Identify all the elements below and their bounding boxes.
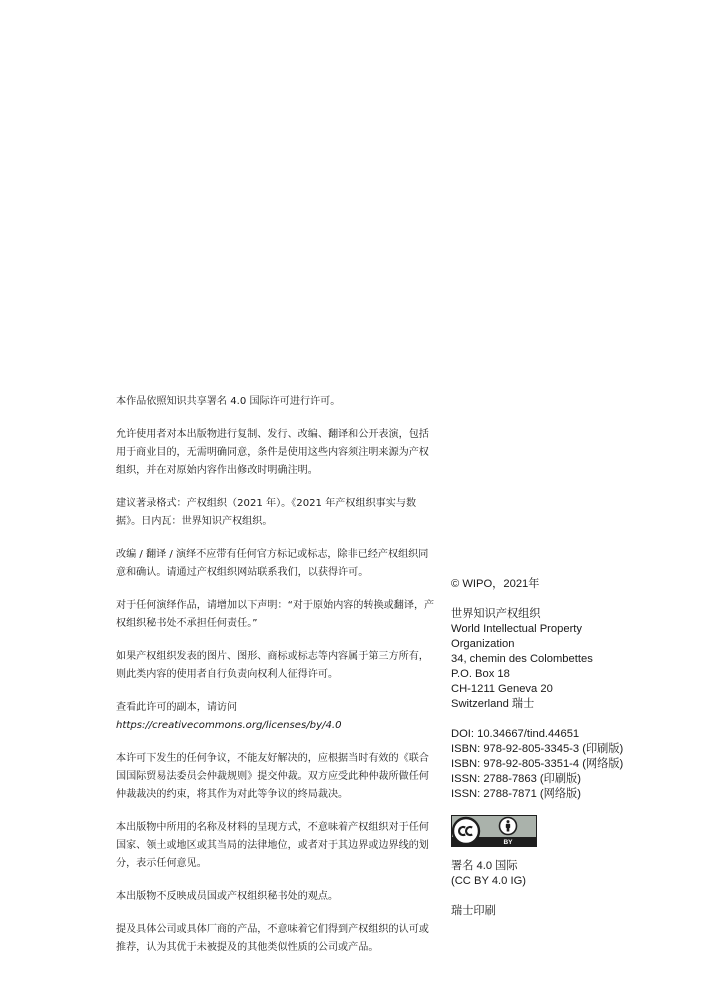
issn-online: ISSN: 2788-7871 (网络版) (451, 788, 581, 800)
cc-icon (453, 818, 479, 844)
license-url-link[interactable]: https://creativecommons.org/licenses/by/4.0 (116, 720, 342, 731)
license-code: (CC BY 4.0 IG) (451, 875, 527, 887)
cc-by-badge[interactable] (451, 815, 537, 847)
org-name-en-1: World Intellectual Property (451, 623, 582, 635)
third-party-content: 如果产权组织发表的图片、图形、商标或标志等内容属于第三方所有，则此类内容的使用者自行负责向权利人征得许可。 (116, 651, 429, 680)
address-country: Switzerland 瑞士 (451, 698, 535, 710)
address-pobox: P.O. Box 18 (451, 668, 510, 680)
cc-badge-by-label: BY (503, 839, 513, 847)
organization-address (451, 607, 691, 712)
license-label (451, 859, 691, 889)
identifiers (451, 727, 691, 802)
views-disclaimer: 本出版物不反映成员国或产权组织秘书处的观点。 (116, 891, 339, 902)
license-copy-text: 查看此许可的副本，请访问 (116, 702, 238, 713)
license-text-column (116, 393, 438, 972)
isbn-online: ISBN: 978-92-805-3351-4 (网络版) (451, 758, 624, 770)
usage-permission: 允许使用者对本出版物进行复制、发行、改编、翻译和公开表演，包括用于商业目的，无需明确同意，条件是使用这些内容须注明来源为产权组织，并在对原始内容作出修改时明确注明。 (116, 429, 429, 476)
publication-info-column (451, 577, 691, 934)
attribution-icon (500, 818, 517, 835)
doi: DOI: 10.34667/tind.44651 (451, 728, 580, 740)
issn-print: ISSN: 2788-7863 (印刷版) (451, 773, 581, 785)
copyright-notice: © WIPO，2021年 (451, 578, 540, 590)
designations-disclaimer: 本出版物中所用的名称及材料的呈现方式，不意味着产权组织对于任何国家、领土或地区或其当局的法律地位，或者对于其边界或边界线的划分，表示任何意见。 (116, 822, 429, 869)
printed-in: 瑞士印刷 (451, 905, 496, 917)
license-statement: 本作品依照知识共享署名 4.0 国际许可进行许可。 (116, 396, 341, 407)
address-city: CH-1211 Geneva 20 (451, 683, 553, 695)
products-disclaimer: 提及具体公司或具体厂商的产品，不意味着它们得到产权组织的认可或推荐，认为其优于未被提及的其他类似性质的公司或产品。 (116, 924, 429, 953)
dispute-arbitration: 本许可下发生的任何争议，不能友好解决的，应根据当时有效的《联合国国际贸易法委员会仲裁规则》提交仲裁。双方应受此种仲裁所做任何仲裁裁决的约束，将其作为对此等争议的终局裁决。 (116, 753, 429, 800)
address-street: 34, chemin des Colombettes (451, 653, 593, 665)
adaptation-notice: 改编 / 翻译 / 演绎不应带有任何官方标记或标志，除非已经产权组织同意和确认。请通过产权组织网站联系我们，以获得许可。 (116, 549, 429, 578)
isbn-print: ISBN: 978-92-805-3345-3 (印刷版) (451, 743, 624, 755)
citation-format: 建议著录格式：产权组织（2021 年）。《2021 年产权组织事实与数据》。日内瓦：世界知识产权组织。 (116, 498, 417, 527)
org-name-en-2: Organization (451, 638, 515, 650)
license-copy-info (116, 699, 438, 735)
license-name-cn: 署名 4.0 国际 (451, 860, 518, 872)
derivative-disclaimer: 对于任何演绎作品，请增加以下声明：“对于原始内容的转换或翻译，产权组织秘书处不承担任何责任。” (116, 600, 435, 629)
org-name-cn: 世界知识产权组织 (451, 608, 541, 620)
